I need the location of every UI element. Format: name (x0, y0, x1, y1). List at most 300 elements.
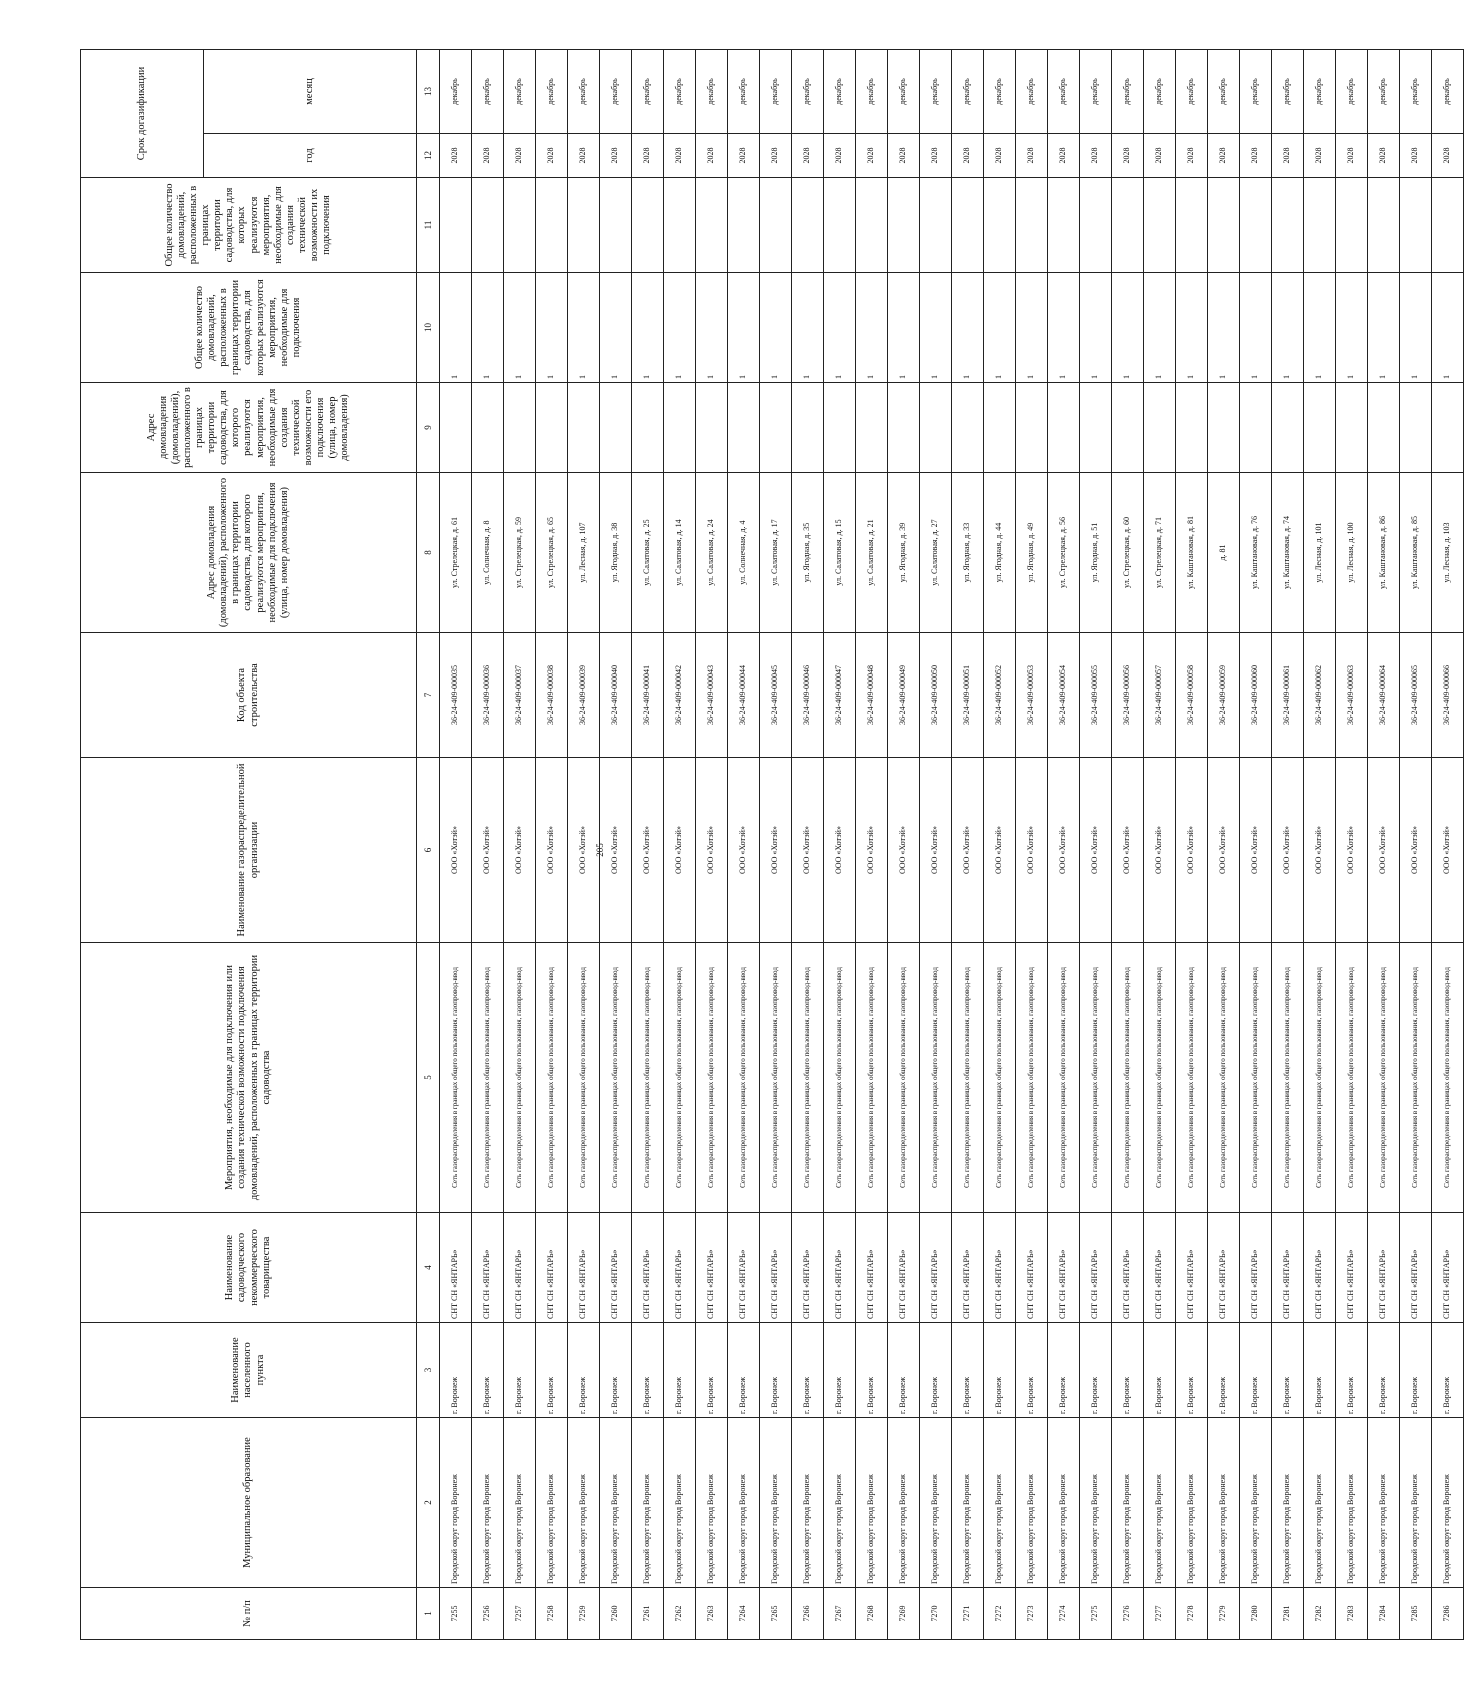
object-code-cell: 36-24-409-000039 (568, 633, 600, 758)
table-row (568, 49, 600, 1639)
header-address-tech: Адрес домовладения (домовладений), расположенного в границах территории садоводства, для которого реализуются мероприятия, необходимые для создания технической возможности его подключения (улица, номер домовладения) (81, 383, 417, 473)
year-cell: 2028 (1144, 134, 1176, 178)
month-cell: декабрь (1368, 49, 1400, 133)
object-code-cell: 36-24-409-000060 (1240, 633, 1272, 758)
row-number: 7286 (1432, 1588, 1464, 1640)
address-tech-cell (888, 383, 920, 473)
month-cell: декабрь (760, 49, 792, 133)
address-cell: ул. Лесная, д. 107 (568, 473, 600, 633)
header-deadline: Срок догазификации (81, 49, 204, 177)
organization-cell: ООО «Хотэй» (1112, 758, 1144, 943)
row-number: 7267 (824, 1588, 856, 1640)
header-locality: Наименование населенного пункта (81, 1323, 417, 1418)
year-cell: 2028 (504, 134, 536, 178)
measures-cell: Сеть газораспределения в границах общего пользования, газопровод-ввод (1080, 943, 1112, 1213)
municipality-cell: Городской округ город Воронеж (856, 1418, 888, 1588)
organization-cell: ООО «Хотэй» (1080, 758, 1112, 943)
object-code-cell: 36-24-409-000065 (1400, 633, 1432, 758)
count-connection-cell: 1 (984, 273, 1016, 383)
year-cell: 2028 (600, 134, 632, 178)
column-number: 3 (417, 1323, 440, 1418)
month-cell: декабрь (1432, 49, 1464, 133)
organization-cell: ООО «Хотэй» (856, 758, 888, 943)
snt-cell: СНТ СН «ЯНТАРЬ» (760, 1213, 792, 1323)
table-row (440, 49, 472, 1639)
year-cell: 2028 (1304, 134, 1336, 178)
object-code-cell: 36-24-409-000045 (760, 633, 792, 758)
address-cell: ул. Каштановая, д. 85 (1400, 473, 1432, 633)
snt-cell: СНТ СН «ЯНТАРЬ» (664, 1213, 696, 1323)
count-connection-cell: 1 (888, 273, 920, 383)
measures-cell: Сеть газораспределения в границах общего пользования, газопровод-ввод (536, 943, 568, 1213)
count-tech-cell (856, 178, 888, 273)
month-cell: декабрь (1304, 49, 1336, 133)
count-tech-cell (1240, 178, 1272, 273)
address-cell: ул. Лесная, д. 100 (1336, 473, 1368, 633)
address-cell: ул. Салатовая, д. 24 (696, 473, 728, 633)
column-number: 5 (417, 943, 440, 1213)
month-cell: декабрь (1080, 49, 1112, 133)
month-cell: декабрь (1112, 49, 1144, 133)
year-cell: 2028 (1368, 134, 1400, 178)
measures-cell: Сеть газораспределения в границах общего пользования, газопровод-ввод (440, 943, 472, 1213)
count-tech-cell (760, 178, 792, 273)
row-number: 7265 (760, 1588, 792, 1640)
count-tech-cell (1176, 178, 1208, 273)
organization-cell: ООО «Хотэй» (984, 758, 1016, 943)
header-organization: Наименование газораспределительной организации (81, 758, 417, 943)
snt-cell: СНТ СН «ЯНТАРЬ» (728, 1213, 760, 1323)
count-connection-cell: 1 (728, 273, 760, 383)
organization-cell: ООО «Хотэй» (696, 758, 728, 943)
address-tech-cell (824, 383, 856, 473)
object-code-cell: 36-24-409-000053 (1016, 633, 1048, 758)
address-cell: ул. Салатовая, д. 14 (664, 473, 696, 633)
row-number: 7274 (1048, 1588, 1080, 1640)
row-number: 7263 (696, 1588, 728, 1640)
object-code-cell: 36-24-409-000037 (504, 633, 536, 758)
locality-cell: г. Воронеж (600, 1323, 632, 1418)
month-cell: декабрь (824, 49, 856, 133)
object-code-cell: 36-24-409-000057 (1144, 633, 1176, 758)
count-tech-cell (1048, 178, 1080, 273)
count-connection-cell: 1 (504, 273, 536, 383)
month-cell: декабрь (1272, 49, 1304, 133)
address-cell: ул. Каштановая, д. 86 (1368, 473, 1400, 633)
address-cell: ул. Ягодная, д. 44 (984, 473, 1016, 633)
address-cell: ул. Стрелецкая, д. 65 (536, 473, 568, 633)
locality-cell: г. Воронеж (536, 1323, 568, 1418)
row-number: 7283 (1336, 1588, 1368, 1640)
organization-cell: ООО «Хотэй» (536, 758, 568, 943)
table-row (984, 49, 1016, 1639)
year-cell: 2028 (824, 134, 856, 178)
snt-cell: СНТ СН «ЯНТАРЬ» (792, 1213, 824, 1323)
year-cell: 2028 (1336, 134, 1368, 178)
object-code-cell: 36-24-409-000052 (984, 633, 1016, 758)
row-number: 7284 (1368, 1588, 1400, 1640)
row-number: 7273 (1016, 1588, 1048, 1640)
organization-cell: ООО «Хотэй» (1048, 758, 1080, 943)
table-row (1368, 49, 1400, 1639)
count-tech-cell (1144, 178, 1176, 273)
locality-cell: г. Воронеж (1304, 1323, 1336, 1418)
count-connection-cell: 1 (824, 273, 856, 383)
count-tech-cell (1400, 178, 1432, 273)
address-tech-cell (1080, 383, 1112, 473)
organization-cell: ООО «Хотэй» (792, 758, 824, 943)
address-cell: ул. Каштановая, д. 74 (1272, 473, 1304, 633)
address-tech-cell (600, 383, 632, 473)
table-row (696, 49, 728, 1639)
count-connection-cell: 1 (1016, 273, 1048, 383)
address-cell: ул. Ягодная, д. 33 (952, 473, 984, 633)
municipality-cell: Городской округ город Воронеж (472, 1418, 504, 1588)
row-number: 7279 (1208, 1588, 1240, 1640)
count-connection-cell: 1 (1432, 273, 1464, 383)
object-code-cell: 36-24-409-000063 (1336, 633, 1368, 758)
municipality-cell: Городской округ город Воронеж (1304, 1418, 1336, 1588)
address-cell: ул. Стрелецкая, д. 60 (1112, 473, 1144, 633)
count-tech-cell (1208, 178, 1240, 273)
table-row (1304, 49, 1336, 1639)
object-code-cell: 36-24-409-000059 (1208, 633, 1240, 758)
count-tech-cell (568, 178, 600, 273)
address-cell: ул. Салатовая, д. 27 (920, 473, 952, 633)
measures-cell: Сеть газораспределения в границах общего пользования, газопровод-ввод (1304, 943, 1336, 1213)
municipality-cell: Городской округ город Воронеж (792, 1418, 824, 1588)
column-number: 8 (417, 473, 440, 633)
snt-cell: СНТ СН «ЯНТАРЬ» (472, 1213, 504, 1323)
address-tech-cell (920, 383, 952, 473)
organization-cell: ООО «Хотэй» (632, 758, 664, 943)
address-tech-cell (696, 383, 728, 473)
snt-cell: СНТ СН «ЯНТАРЬ» (1112, 1213, 1144, 1323)
object-code-cell: 36-24-409-000040 (600, 633, 632, 758)
gasification-table (80, 49, 1464, 1640)
month-cell: декабрь (856, 49, 888, 133)
snt-cell: СНТ СН «ЯНТАРЬ» (984, 1213, 1016, 1323)
count-connection-cell: 1 (1304, 273, 1336, 383)
row-number: 7268 (856, 1588, 888, 1640)
municipality-cell: Городской округ город Воронеж (1336, 1418, 1368, 1588)
address-tech-cell (1144, 383, 1176, 473)
municipality-cell: Городской округ город Воронеж (1208, 1418, 1240, 1588)
locality-cell: г. Воронеж (664, 1323, 696, 1418)
object-code-cell: 36-24-409-000044 (728, 633, 760, 758)
snt-cell: СНТ СН «ЯНТАРЬ» (440, 1213, 472, 1323)
locality-cell: г. Воронеж (728, 1323, 760, 1418)
address-tech-cell (536, 383, 568, 473)
count-connection-cell: 1 (920, 273, 952, 383)
measures-cell: Сеть газораспределения в границах общего пользования, газопровод-ввод (1272, 943, 1304, 1213)
object-code-cell: 36-24-409-000038 (536, 633, 568, 758)
count-connection-cell: 1 (1208, 273, 1240, 383)
locality-cell: г. Воронеж (1240, 1323, 1272, 1418)
count-connection-cell: 1 (472, 273, 504, 383)
address-tech-cell (728, 383, 760, 473)
municipality-cell: Городской округ город Воронеж (1272, 1418, 1304, 1588)
municipality-cell: Городской округ город Воронеж (1048, 1418, 1080, 1588)
snt-cell: СНТ СН «ЯНТАРЬ» (1048, 1213, 1080, 1323)
snt-cell: СНТ СН «ЯНТАРЬ» (1304, 1213, 1336, 1323)
snt-cell: СНТ СН «ЯНТАРЬ» (824, 1213, 856, 1323)
municipality-cell: Городской округ город Воронеж (1368, 1418, 1400, 1588)
address-tech-cell (1240, 383, 1272, 473)
year-cell: 2028 (792, 134, 824, 178)
count-connection-cell: 1 (1112, 273, 1144, 383)
page-number: 205 (595, 843, 605, 857)
row-number: 7285 (1400, 1588, 1432, 1640)
table-row (1240, 49, 1272, 1639)
table-row (504, 49, 536, 1639)
municipality-cell: Городской округ город Воронеж (984, 1418, 1016, 1588)
address-cell: ул. Ягодная, д. 38 (600, 473, 632, 633)
month-cell: декабрь (536, 49, 568, 133)
year-cell: 2028 (1208, 134, 1240, 178)
measures-cell: Сеть газораспределения в границах общего пользования, газопровод-ввод (984, 943, 1016, 1213)
object-code-cell: 36-24-409-000062 (1304, 633, 1336, 758)
column-number: 6 (417, 758, 440, 943)
measures-cell: Сеть газораспределения в границах общего пользования, газопровод-ввод (1016, 943, 1048, 1213)
address-cell: ул. Стрелецкая, д. 56 (1048, 473, 1080, 633)
column-number: 12 (417, 134, 440, 178)
object-code-cell: 36-24-409-000061 (1272, 633, 1304, 758)
object-code-cell: 36-24-409-000042 (664, 633, 696, 758)
object-code-cell: 36-24-409-000056 (1112, 633, 1144, 758)
header-count-tech: Общее количество домовладений, расположенных в границах территории садоводства, для которых реализуются мероприятия, необходимые для создания технической возможности их подключения (81, 178, 417, 273)
count-connection-cell: 1 (1176, 273, 1208, 383)
measures-cell: Сеть газораспределения в границах общего пользования, газопровод-ввод (1048, 943, 1080, 1213)
count-tech-cell (664, 178, 696, 273)
object-code-cell: 36-24-409-000043 (696, 633, 728, 758)
municipality-cell: Городской округ город Воронеж (536, 1418, 568, 1588)
measures-cell: Сеть газораспределения в границах общего пользования, газопровод-ввод (1432, 943, 1464, 1213)
year-cell: 2028 (696, 134, 728, 178)
address-tech-cell (440, 383, 472, 473)
count-connection-cell: 1 (1272, 273, 1304, 383)
year-cell: 2028 (888, 134, 920, 178)
snt-cell: СНТ СН «ЯНТАРЬ» (1240, 1213, 1272, 1323)
row-number: 7257 (504, 1588, 536, 1640)
row-number: 7271 (952, 1588, 984, 1640)
organization-cell: ООО «Хотэй» (1176, 758, 1208, 943)
address-tech-cell (952, 383, 984, 473)
year-cell: 2028 (728, 134, 760, 178)
year-cell: 2028 (1240, 134, 1272, 178)
header-measures: Мероприятия, необходимые для подключения или создания технической возможности подключения домовладений, расположенных в границах территории садоводства (81, 943, 417, 1213)
count-connection-cell: 1 (792, 273, 824, 383)
measures-cell: Сеть газораспределения в границах общего пользования, газопровод-ввод (824, 943, 856, 1213)
column-number: 4 (417, 1213, 440, 1323)
locality-cell: г. Воронеж (824, 1323, 856, 1418)
organization-cell: ООО «Хотэй» (920, 758, 952, 943)
snt-cell: СНТ СН «ЯНТАРЬ» (1400, 1213, 1432, 1323)
measures-cell: Сеть газораспределения в границах общего пользования, газопровод-ввод (792, 943, 824, 1213)
address-tech-cell (1336, 383, 1368, 473)
table-row (1080, 49, 1112, 1639)
municipality-cell: Городской округ город Воронеж (568, 1418, 600, 1588)
locality-cell: г. Воронеж (1176, 1323, 1208, 1418)
locality-cell: г. Воронеж (1112, 1323, 1144, 1418)
object-code-cell: 36-24-409-000049 (888, 633, 920, 758)
count-connection-cell: 1 (856, 273, 888, 383)
table-row (1144, 49, 1176, 1639)
snt-cell: СНТ СН «ЯНТАРЬ» (1272, 1213, 1304, 1323)
locality-cell: г. Воронеж (568, 1323, 600, 1418)
snt-cell: СНТ СН «ЯНТАРЬ» (888, 1213, 920, 1323)
address-cell: д. 81 (1208, 473, 1240, 633)
snt-cell: СНТ СН «ЯНТАРЬ» (696, 1213, 728, 1323)
year-cell: 2028 (1272, 134, 1304, 178)
month-cell: декабрь (1048, 49, 1080, 133)
snt-cell: СНТ СН «ЯНТАРЬ» (600, 1213, 632, 1323)
year-cell: 2028 (1080, 134, 1112, 178)
count-connection-cell: 1 (1400, 273, 1432, 383)
count-tech-cell (440, 178, 472, 273)
row-number: 7260 (600, 1588, 632, 1640)
object-code-cell: 36-24-409-000051 (952, 633, 984, 758)
snt-cell: СНТ СН «ЯНТАРЬ» (1016, 1213, 1048, 1323)
snt-cell: СНТ СН «ЯНТАРЬ» (1432, 1213, 1464, 1323)
table-row (1272, 49, 1304, 1639)
address-tech-cell (664, 383, 696, 473)
rotated-page (80, 50, 1452, 1640)
table-row (1048, 49, 1080, 1639)
row-number: 7258 (536, 1588, 568, 1640)
count-connection-cell: 1 (1144, 273, 1176, 383)
snt-cell: СНТ СН «ЯНТАРЬ» (632, 1213, 664, 1323)
year-cell: 2028 (920, 134, 952, 178)
locality-cell: г. Воронеж (632, 1323, 664, 1418)
month-cell: декабрь (696, 49, 728, 133)
organization-cell: ООО «Хотэй» (1016, 758, 1048, 943)
municipality-cell: Городской округ город Воронеж (1080, 1418, 1112, 1588)
organization-cell: ООО «Хотэй» (888, 758, 920, 943)
locality-cell: г. Воронеж (440, 1323, 472, 1418)
measures-cell: Сеть газораспределения в границах общего пользования, газопровод-ввод (1336, 943, 1368, 1213)
row-number: 7277 (1144, 1588, 1176, 1640)
snt-cell: СНТ СН «ЯНТАРЬ» (568, 1213, 600, 1323)
count-tech-cell (1016, 178, 1048, 273)
measures-cell: Сеть газораспределения в границах общего пользования, газопровод-ввод (1176, 943, 1208, 1213)
table-row (728, 49, 760, 1639)
count-connection-cell: 1 (1336, 273, 1368, 383)
month-cell: декабрь (1016, 49, 1048, 133)
address-cell: ул. Ягодная, д. 51 (1080, 473, 1112, 633)
municipality-cell: Городской округ город Воронеж (952, 1418, 984, 1588)
year-cell: 2028 (536, 134, 568, 178)
row-number: 7255 (440, 1588, 472, 1640)
row-number: 7264 (728, 1588, 760, 1640)
table-row (760, 49, 792, 1639)
table-row (824, 49, 856, 1639)
year-cell: 2028 (1432, 134, 1464, 178)
count-tech-cell (984, 178, 1016, 273)
year-cell: 2028 (440, 134, 472, 178)
measures-cell: Сеть газораспределения в границах общего пользования, газопровод-ввод (632, 943, 664, 1213)
measures-cell: Сеть газораспределения в границах общего пользования, газопровод-ввод (920, 943, 952, 1213)
year-cell: 2028 (760, 134, 792, 178)
measures-cell: Сеть газораспределения в границах общего пользования, газопровод-ввод (1400, 943, 1432, 1213)
address-cell: ул. Солнечная, д. 8 (472, 473, 504, 633)
measures-cell: Сеть газораспределения в границах общего пользования, газопровод-ввод (1144, 943, 1176, 1213)
count-tech-cell (824, 178, 856, 273)
municipality-cell: Городской округ город Воронеж (760, 1418, 792, 1588)
year-cell: 2028 (472, 134, 504, 178)
count-tech-cell (696, 178, 728, 273)
locality-cell: г. Воронеж (472, 1323, 504, 1418)
year-cell: 2028 (568, 134, 600, 178)
header-code: Код объекта строительства (81, 633, 417, 758)
count-connection-cell: 1 (536, 273, 568, 383)
column-number: 7 (417, 633, 440, 758)
municipality-cell: Городской округ город Воронеж (1176, 1418, 1208, 1588)
snt-cell: СНТ СН «ЯНТАРЬ» (1208, 1213, 1240, 1323)
month-cell: декабрь (1400, 49, 1432, 133)
organization-cell: ООО «Хотэй» (472, 758, 504, 943)
row-number: 7261 (632, 1588, 664, 1640)
table-row (856, 49, 888, 1639)
address-cell: ул. Ягодная, д. 49 (1016, 473, 1048, 633)
locality-cell: г. Воронеж (1048, 1323, 1080, 1418)
locality-cell: г. Воронеж (920, 1323, 952, 1418)
month-cell: декабрь (664, 49, 696, 133)
locality-cell: г. Воронеж (1080, 1323, 1112, 1418)
municipality-cell: Городской округ город Воронеж (440, 1418, 472, 1588)
address-cell: ул. Солнечная, д. 4 (728, 473, 760, 633)
count-tech-cell (632, 178, 664, 273)
month-cell: декабрь (504, 49, 536, 133)
year-cell: 2028 (984, 134, 1016, 178)
row-number: 7266 (792, 1588, 824, 1640)
row-number: 7270 (920, 1588, 952, 1640)
column-number: 11 (417, 178, 440, 273)
locality-cell: г. Воронеж (504, 1323, 536, 1418)
locality-cell: г. Воронеж (1208, 1323, 1240, 1418)
header-address-implemented: Адрес домовладения (домовладений), расположенного в границах территории садоводства, для которого реализуются мероприятия, необходимые для подключения (улица, номер домовладения) (81, 473, 417, 633)
snt-cell: СНТ СН «ЯНТАРЬ» (952, 1213, 984, 1323)
locality-cell: г. Воронеж (1432, 1323, 1464, 1418)
snt-cell: СНТ СН «ЯНТАРЬ» (1080, 1213, 1112, 1323)
address-cell: ул. Салатовая, д. 25 (632, 473, 664, 633)
measures-cell: Сеть газораспределения в границах общего пользования, газопровод-ввод (504, 943, 536, 1213)
address-cell: ул. Стрелецкая, д. 61 (440, 473, 472, 633)
count-connection-cell: 1 (696, 273, 728, 383)
organization-cell: ООО «Хотэй» (600, 758, 632, 943)
table-row (792, 49, 824, 1639)
address-tech-cell (856, 383, 888, 473)
count-tech-cell (792, 178, 824, 273)
table-row (1432, 49, 1464, 1639)
count-connection-cell: 1 (664, 273, 696, 383)
snt-cell: СНТ СН «ЯНТАРЬ» (920, 1213, 952, 1323)
column-number: 1 (417, 1588, 440, 1640)
organization-cell: ООО «Хотэй» (440, 758, 472, 943)
row-number: 7269 (888, 1588, 920, 1640)
locality-cell: г. Воронеж (952, 1323, 984, 1418)
address-tech-cell (1016, 383, 1048, 473)
row-number: 7259 (568, 1588, 600, 1640)
municipality-cell: Городской округ город Воронеж (920, 1418, 952, 1588)
organization-cell: ООО «Хотэй» (1304, 758, 1336, 943)
organization-cell: ООО «Хотэй» (760, 758, 792, 943)
organization-cell: ООО «Хотэй» (952, 758, 984, 943)
table-row (1176, 49, 1208, 1639)
address-cell: ул. Каштановая, д. 81 (1176, 473, 1208, 633)
address-tech-cell (472, 383, 504, 473)
table-row (664, 49, 696, 1639)
